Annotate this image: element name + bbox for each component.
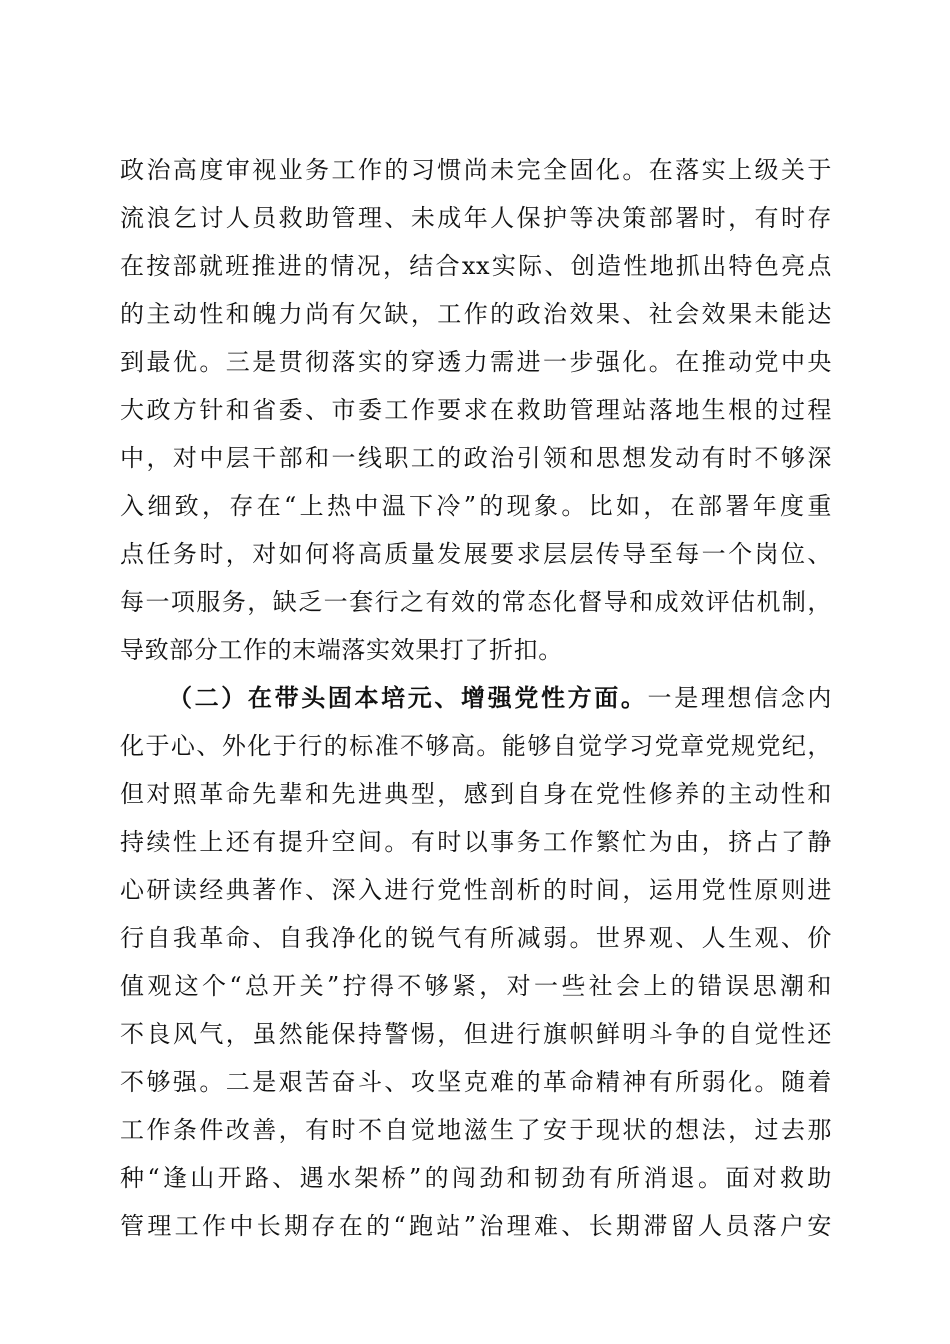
paragraph-line: 在按部就班推进的情况，结合xx实际、创造性地抓出特色亮点 bbox=[120, 252, 832, 280]
paragraph-line: 种“逢山开路、遇水架桥”的闯劲和韧劲有所消退。面对救助 bbox=[120, 1164, 832, 1192]
paragraph-line: 政治高度审视业务工作的习惯尚未完全固化。在落实上级关于 bbox=[120, 156, 832, 184]
paragraph-line: 管理工作中长期存在的“跑站”治理难、长期滞留人员落户安 bbox=[120, 1212, 832, 1240]
paragraph-line: 中，对中层干部和一线职工的政治引领和思想发动有时不够深 bbox=[120, 444, 832, 472]
paragraph-line: 但对照革命先辈和先进典型，感到自身在党性修养的主动性和 bbox=[120, 780, 832, 808]
paragraph-line-rest: 一是理想信念内 bbox=[647, 684, 832, 712]
paragraph-line: 心研读经典著作、深入进行党性剖析的时间，运用党性原则进 bbox=[120, 876, 832, 904]
paragraph-line: 不良风气，虽然能保持警惕，但进行旗帜鲜明斗争的自觉性还 bbox=[120, 1020, 832, 1048]
paragraph-line: 化于心、外化于行的标准不够高。能够自觉学习党章党规党纪， bbox=[120, 732, 832, 760]
paragraph-1 bbox=[120, 146, 832, 674]
paragraph-line: 工作条件改善，有时不自觉地滋生了安于现状的想法，过去那 bbox=[120, 1116, 832, 1144]
paragraph-line: 流浪乞讨人员救助管理、未成年人保护等决策部署时，有时存 bbox=[120, 204, 832, 232]
section-heading: （二）在带头固本培元、增强党性方面。 bbox=[168, 683, 648, 712]
paragraph-line: 导致部分工作的末端落实效果打了折扣。 bbox=[120, 636, 563, 664]
paragraph-2 bbox=[120, 674, 832, 1250]
paragraph-line: 持续性上还有提升空间。有时以事务工作繁忙为由，挤占了静 bbox=[120, 828, 832, 856]
paragraph-first-line bbox=[120, 674, 832, 722]
paragraph-line: 不够强。二是艰苦奋斗、攻坚克难的革命精神有所弱化。随着 bbox=[120, 1068, 832, 1096]
paragraph-line: 值观这个“总开关”拧得不够紧，对一些社会上的错误思潮和 bbox=[120, 972, 832, 1000]
document-body bbox=[120, 146, 832, 1250]
paragraph-line: 到最优。三是贯彻落实的穿透力需进一步强化。在推动党中央 bbox=[120, 348, 832, 376]
paragraph-line: 大政方针和省委、市委工作要求在救助管理站落地生根的过程 bbox=[120, 396, 832, 424]
paragraph-line: 的主动性和魄力尚有欠缺，工作的政治效果、社会效果未能达 bbox=[120, 300, 832, 328]
paragraph-line: 点任务时，对如何将高质量发展要求层层传导至每一个岗位、 bbox=[120, 540, 832, 568]
paragraph-line: 每一项服务，缺乏一套行之有效的常态化督导和成效评估机制， bbox=[120, 588, 832, 616]
paragraph-line: 入细致，存在“上热中温下冷”的现象。比如，在部署年度重 bbox=[120, 492, 832, 520]
paragraph-line: 行自我革命、自我净化的锐气有所减弱。世界观、人生观、价 bbox=[120, 924, 832, 952]
